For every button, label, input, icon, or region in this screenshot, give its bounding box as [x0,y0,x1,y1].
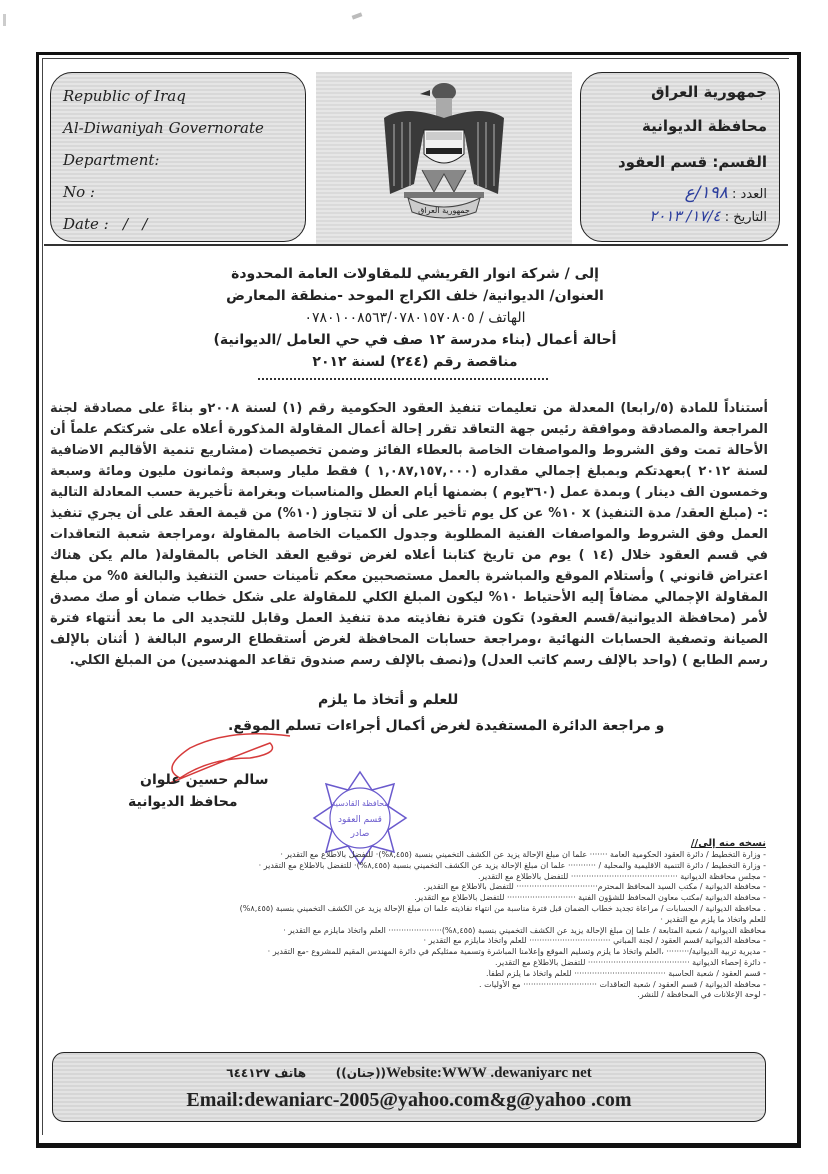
footer-line-1 [53,1065,765,1082]
svg-text:محافظة القادسية: محافظة القادسية [331,799,389,808]
svg-text:قسم العقود: قسم العقود [338,815,382,825]
closing-line-2: و مراجعة الدائرة المستفيدة لغرض أكمال أجراءات تسلم الموقع. [228,718,665,734]
iraq-eagle-emblem-icon [364,74,524,224]
tender-number: مناقصة رقم (٢٤٤) لسنة ٢٠١٢ [312,354,518,370]
cc-item: - لوحة الإعلانات في المحافظة / للنشر. [637,990,766,1000]
footer-website-arabic: ((جنان)) [335,1066,387,1080]
cc-item: - مديرية تربية الديوانية/········· ،العلم واتخاذ ما يلزم وتسليم الموقع وإعلامنا المباشرة وتسمية ممثليكم في دائرة المهندس المقيم للمشروع -مع التقدير · [267,947,766,957]
date-field-ar [649,207,767,225]
cc-item: - دائرة إحصاء الديوانية ········································ للتفضل بالاطلاع مع التقدير. [495,957,766,967]
cc-item: - وزارة التخطيط / دائرة العقود الحكومية العامة ······· علما ان مبلغ الإحالة يزيد عن الكشف التخميني بنسبة (٨,٤٥٥%)· للتفضل بالاطلاع مع التقدير · [280,850,766,859]
footer-phone: هاتف ٦٤٤١٢٧ [226,1066,307,1080]
department-ar: القسم: قسم العقود [617,153,767,171]
letter-body [50,398,768,671]
cc-item: - محافظة الديوانية /قسم العقود / لجنة المباني ································ للعلم واتخاذ مايلزم مع التقدير · [423,936,766,946]
cc-item: - وزارة التخطيط / دائرة التنمية الاقليمية والمحلية / ··········· علما ان مبلغ الإحالة يزيد عن الكشف التخميني بنسبة (٨,٤٥٥%)· للتفضل بالاطلاع مع التقدير · [258,860,766,870]
signatory-name: سالم حسين علوان [140,772,269,788]
country-ar: جمهورية العراق [651,83,767,101]
footer-email: Email:dewaniarc-2005@yahoo.com&g@yahoo .com [186,1089,632,1111]
cc-item: محافظة الديوانية / شعبة المتابعة / علما إن مبلغ الإحالة يزيد عن الكشف التخميني بنسبة (٨,٤٥٥%)····················· العلم واتخاذ مايلزم مع التقدير · [283,925,766,935]
date-label-en: Date : / / [63,215,148,233]
scan-artifact [352,12,363,19]
governorate-en: Al-Diwaniyah Governorate [63,119,264,137]
cc-item: . محافظة الديوانية / الحسابات / مراعاة تجديد خطاب الضمان قبل فترة مناسبة من انتهاء نفاذيته علما ان مبلغ الإحالة يزيد عن الكشف التخميني بنسبة (٨,٤٥٥%) [239,903,766,913]
subject-line: أحالة أعمال (بناء مدرسة ١٢ صف في حي العامل /الديوانية) [213,332,617,348]
footer-contact-box [52,1052,766,1122]
governorate-ar: محافظة الديوانية [642,117,767,135]
scan-artifact [3,14,6,26]
dotted-divider [258,378,548,380]
signatory-title: محافظ الديوانية [128,794,238,810]
cc-list [86,850,766,1001]
country-en: Republic of Iraq [63,87,186,105]
english-letterhead [50,72,306,242]
cc-item: - محافظة الديوانية / مكتب السيد المحافظ المحترم································ للتفضل بالاطلاع مع التقدير. [423,882,766,892]
number-label-en: No : [63,183,95,201]
arabic-letterhead [580,72,780,242]
cc-title: نسخه منه إلى// [690,838,766,849]
svg-text:صادر: صادر [350,829,370,839]
number-label-ar: العدد : [732,187,767,202]
date-value: ١٧/٤/ ٢٠١٣ [649,207,721,225]
footer-website: Website:WWW .dewaniyarc net [386,1065,592,1081]
recipient-phone: الهاتف / ٠٧٨٠١٠٠٨٥٦٣/٠٧٨٠١٥٧٠٨٠٥ [304,310,526,326]
cc-item: - محافظة الديوانية / قسم العقود / شعبة التعاقدات ····························· مع الأوليات . [479,979,766,989]
date-label-ar: التاريخ : [724,210,767,225]
cc-item: - قسم العقود / شعبة الحاسبة ···································· للعلم واتخاذ ما يلزم لطفاً. [486,968,766,978]
closing-line-1: للعلم و أتخاذ ما يلزم [318,692,459,708]
body-paragraph: أستناداً للمادة (٥/رابعا) المعدلة من تعليمات تنفيذ العقود الحكومية رقم (١) لسنة ٢٠٠٨و بناءً على مصادقة لجنة المراجعة والمصادقة وموافقة رئيس جهة التعاقد تقرر إحالة أعمال المقاولة المذكورة أعلاه على شركتكم علماً أن الأحالة تمت وفق الشروط والمواصفات الخاصة بالعطاء الفائز وضمن تخصيصات (مشاريع تنمية الأقاليم الاضافية لسنة ٢٠١٢ )بعهدتكم وبمبلغ إجمالي مقداره (١,٠٨٧,١٥٧,٠٠٠ ) فقط مليار وسبعة وثمانون مليون ومائة وسبعة وخمسون الف دينار ) وبمدة عمل (٣٦٠يوم ) بضمنها أيام العطل والمناسبات وبغرامة تأخيرية حسب المعادلة التالية :- (مبلغ العقد/ مدة التنفيذ) x ١٠% عن كل يوم تأخير على أن لا تتجاوز (١٠%) من قيمة العقد على أن يجري تنفيذ العمل وفق الشروط والمواصفات الفنية المطلوبة وجدول الكميات الخاصة بالمقاولة ،ومراجعة شعبة التعاقدات في قسم العقود خلال (١٤ ) يوم من تاريخ كتابنا أعلاه لغرض توقيع العقد الخاص بالمقاولة( مالم يكن هناك اعتراض قانوني ) وأستلام الموقع والمباشرة بالعمل مستصحبين معكم تأمينات حسن التنفيذ والبالغة ٥% من مبلغ المقاولة الإجمالي مضافاً إليه الأحتياط ١٠% ليكون المبلغ الكلي للمقاولة على شكل خطاب ضمان أو صك مصدق لأمر (محافظة الديوانية/قسم العقود) تكون فترة نفاذيته مدة تنفيذ العمل وقابل للتجديد الى ما بعد أنتهاء فترة الصيانة وتصفية الحسابات النهائية ،ومراجعة حسابات المحافظة لغرض أستقطاع الرسوم البالغة ( أثنان بالإلف رسم الطابع ) (واحد بالإلف رسم كاتب العدل) و(نصف بالإلف رسم صندوق تقاعد المهندسين) من المبلغ الكلي. [50,401,769,668]
department-label-en: Department: [63,151,160,169]
cc-item: - مجلس محافظة الديوانية ·········································· للتفضل بالاطلاع مع التقدير. [478,871,766,881]
header-divider [44,244,788,246]
number-field-ar [685,183,767,203]
recipient-to: إلى / شركة انوار القريشي للمقاولات العامة المحدودة [231,266,599,282]
cc-item: - محافظة الديوانية /مكتب معاون المحافظ للشؤون الفنية ··························· للتفضل بالاطلاع مع التقدير. [414,893,766,903]
emblem-area [316,72,572,244]
cc-item: للعلم واتخاذ ما يلزم مع التقدير · [660,914,766,924]
svg-text:جمهورية العراق: جمهورية العراق [418,206,470,215]
number-value: ١٩٨/ع [684,183,728,203]
recipient-address: العنوان/ الديوانية/ خلف الكراج الموحد -منطقة المعارض [226,288,604,304]
